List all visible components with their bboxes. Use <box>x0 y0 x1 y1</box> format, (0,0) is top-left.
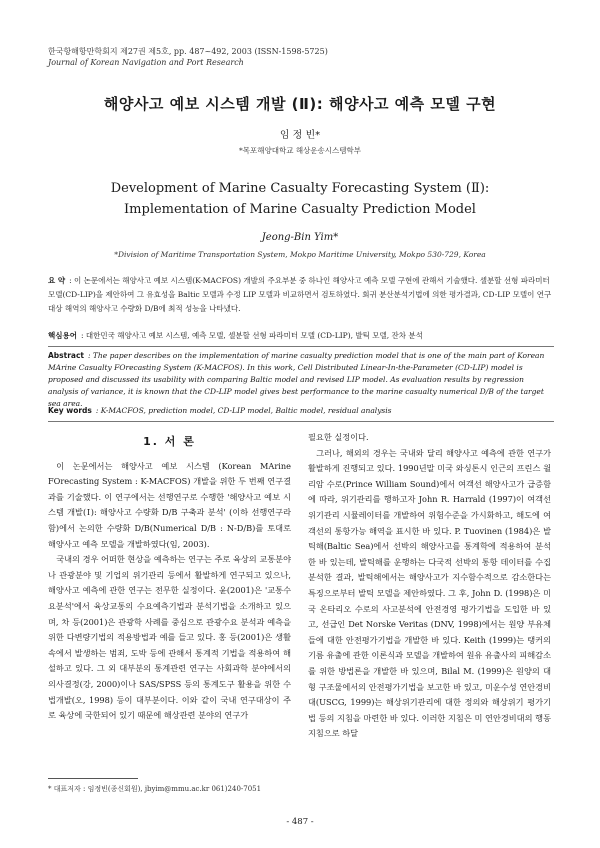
body-paragraph: 국내의 경우 어떠한 현상을 예측하는 연구는 주로 육상의 교통분야나 관광분야 및 기업의 위기관리 등에서 활발하게 연구되고 있으나, 해양사고 예측에 관한 연구는 전무한 실정이다. 윤(2001)은 '교통수요분석'에서 육상교통의 수요예측기법과 분석기법을 소개하고 있으며, 차 등(2001)은 관광학 사례를 중심으로 관광수요 분석과 예측을 위한 다변량기법의 적용방법과 예를 들고 있다. 홍 등(2001)은 생활속에서 발생하는 범죄, 도박 등에 관해서 통계적 기법을 적용하여 해설하고 있다. 그 외 대부분의 통계관련 연구는 사회과학 분야에서의 의사결정(강, 2000)이나 SAS/SPSS 등의 통계도구 활용을 위한 수법개발(오, 1998) 등이 대부분이다. 이와 같이 국내 연구대상이 주로 육상에 국한되어 있기 때문에 해상관련 분야의 연구가 <box>48 554 291 721</box>
body-column-left <box>48 430 291 724</box>
section-heading: 1. 서 론 <box>143 435 196 448</box>
abstract-english <box>48 350 554 410</box>
author-english: Jeong-Bin Yim* <box>261 232 339 243</box>
title-english-line2: Implementation of Marine Casualty Prediction Model <box>124 202 476 217</box>
keywords-korean <box>48 330 554 342</box>
keywords-korean-text: : 대한민국 해양사고 예보 시스템, 예측 모델, 셀분할 선형 파라미터 모델 (CD-LIP), 발틱 모델, 잔차 분석 <box>80 331 423 340</box>
abstract-korean-text: : 이 논문에서는 해양사고 예보 시스템(K-MACFOS) 개발의 주요부분 중 하나인 해양사고 예측 모델 구현에 관해서 기술했다. 셀분할 선형 파라미터 모델(CD-LIP)을 제안하여 그 유효성을 Baltic 모델과 수정 LIP 모델과 비교하면서 검토하였다. 회귀 분산분석기법에 의한 평가결과, CD-LIP 모델이 연구대상 해역의 해양사고 수량화 D/B에 최적 성능을 나타냈다. <box>48 276 552 313</box>
body-column-right <box>308 430 551 742</box>
author-korean: 임 정 빈* <box>279 130 321 141</box>
title-english-line1: Development of Marine Casualty Forecasting System (Ⅱ): <box>110 181 490 196</box>
title-korean: 해양사고 예보 시스템 개발 (Ⅱ): 해양사고 예측 모델 구현 <box>103 95 497 113</box>
abstract-english-text: : The paper describes on the implementation of marine casualty prediction model that is one of the main part of Korean MArine Casualty FOrecasting System (K-MACFOS). In this work, Cell Distributed Linear-In-the-Parameter (CD-LIP) model is proposed and discussed its usability with comparing Baltic model and revised LIP model. As evaluation results by regression analysis of variance, it is known that the CD-LIP model gives best performance to the marine casualty numerical D/B of the target sea area. <box>48 351 545 408</box>
divider <box>48 421 554 422</box>
abstract-korean <box>48 274 554 316</box>
journal-citation: 한국항해항만학회지 제27권 제5호, pp. 487~492, 2003 (ISSN-1598-5725) <box>48 47 328 56</box>
body-paragraph: 필요한 실정이다. <box>308 432 369 442</box>
body-paragraph: 그러나, 해외의 경우는 국내와 달리 해양사고 예측에 관한 연구가 활발하게 진행되고 있다. 1990년말 미국 와싱톤시 인근의 프린스 윌리암 수로(Prince William Sound)에서 여객선 해양사고가 급증함에 따라, 위기관리를 행하고자 John R. Harrald (1997)이 여객선 위기관리 시뮬레이터를 개발하여 위험수준을 가시화하고, 해도에 여객선의 통항가능 해역을 표시한 바 있다. P. Tuovinen (1984)은 발틱해(Baltic Sea)에서 선박의 해양사고를 통계학에 적용하여 분석한 바 있는데, 발틱해를 운행하는 다국적 선박의 통항 데이터를 수집 분석한 결과, 발틱해에서는 해양사고가 지수함수적으로 감소한다는 특징으로부터 발틱 모델을 제안하였다. 그 후, John D. (1998)은 미국 온타리오 수로의 사고분석에 안전경영 평가기법을 도입한 바 있고, 선급인 Det Norske Veritas (DNV, 1998)에서는 원양 부유체들에 대한 안전평가기법을 개발한 바 있다. Keith (1999)는 탱커의 기름 유출에 관한 이론식과 모델을 개발하여 원유 유출사의 피해감소를 위한 방법론을 개발한 바 있으며, Bilal M. (1999)은 원양의 대형 구조물에서의 안전평가기법을 보고한 바 있고, 미운수성 연안경비대(USCG, 1999)는 해상위기관리에 대한 정의와 해상위기 평가기법 등의 지침을 마련한 바 있다. 이러한 지침은 미 연안경비대의 행동지침으로 하달 <box>308 447 551 739</box>
keywords-korean-label: 핵심용어 <box>48 331 77 340</box>
divider <box>48 346 554 347</box>
abstract-english-label: Abstract <box>48 351 85 360</box>
body-paragraph: 이 논문에서는 해양사고 예보 시스템 (Korean MArine FOrecasting System : K-MACFOS) 개발을 위한 두 번째 연구결과를 기술했다. 이 연구에서는 선행연구로 수행한 '해양사고 예보 시스템 개발(Ⅰ): 해양사고 수량화 D/B 구축과 분석' (이하 선행연구라 함)에서 논의한 수량화 D/B(Numerical D/B : N-D/B)를 토대로 해양사고 예측 모델을 개발하였다(임, 2003). <box>48 460 291 549</box>
title-english <box>0 178 600 220</box>
abstract-korean-label: 요 약 <box>48 276 66 285</box>
journal-header <box>48 46 328 68</box>
keywords-english <box>48 405 554 417</box>
journal-name: Journal of Korean Navigation and Port Research <box>48 58 244 67</box>
keywords-english-label: Key words <box>48 406 92 415</box>
keywords-english-text: : K-MACFOS, prediction model, CD-LIP model, Baltic model, residual analysis <box>95 406 392 415</box>
affiliation-korean: *목포해양대학교 해상운송시스템학부 <box>238 146 362 155</box>
footnote: * 대표저자 : 임정빈(종신회원), jbyim@mmu.ac.kr 061)240-7051 <box>48 785 262 793</box>
affiliation-english: *Division of Maritime Transportation System, Mokpo Maritime University, Mokpo 530-729, Korea <box>114 250 486 259</box>
footnote-divider <box>48 778 138 779</box>
page-number: - 487 - <box>286 817 314 827</box>
